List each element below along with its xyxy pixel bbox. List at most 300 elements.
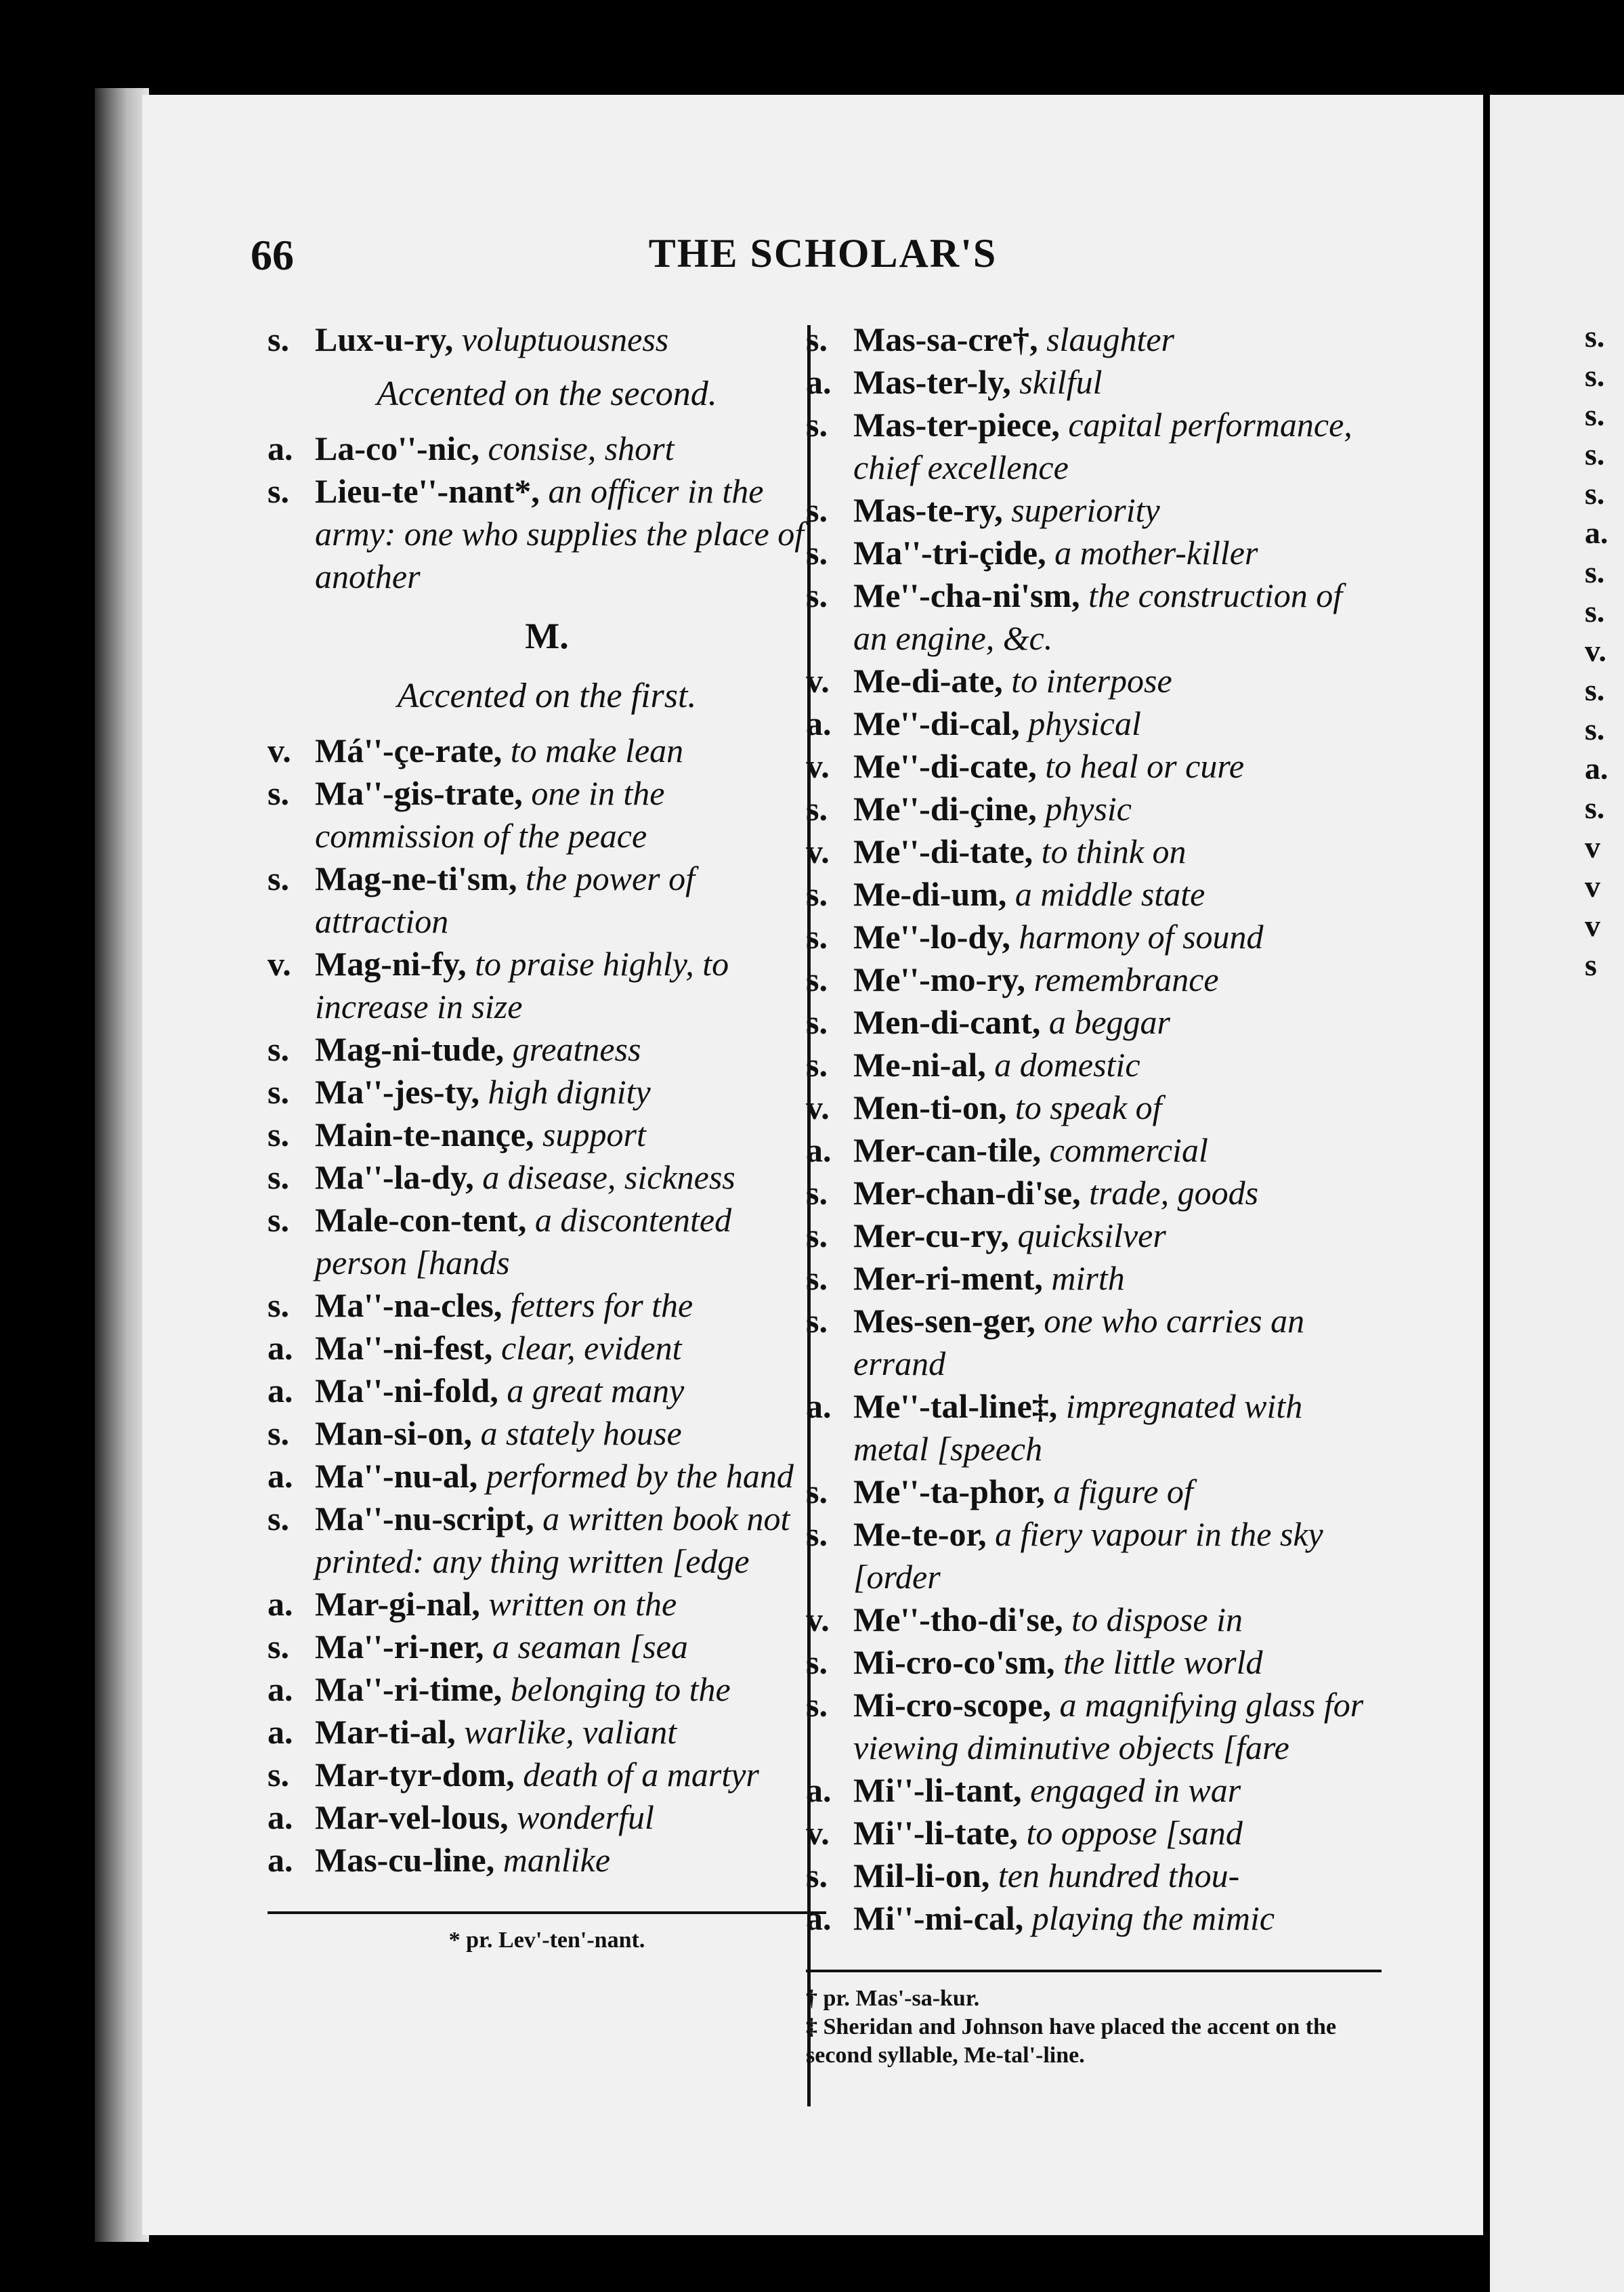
dictionary-entry <box>806 830 1382 873</box>
definition: manlike <box>503 1841 611 1879</box>
definition: trade, goods <box>1089 1174 1259 1212</box>
entry-body <box>853 1769 1382 1812</box>
entry-body <box>315 427 826 470</box>
dictionary-entry <box>806 361 1382 404</box>
head-word: Main-te-nançe, <box>315 1116 534 1153</box>
head-word: Me''-di-tate, <box>853 832 1033 870</box>
part-of-speech: s. <box>806 960 828 998</box>
dictionary-entry <box>268 1711 826 1754</box>
part-of-speech: s. <box>806 875 828 913</box>
dictionary-entry <box>806 532 1382 574</box>
head-word: Mer-chan-di'se, <box>853 1174 1081 1212</box>
dictionary-entry <box>268 1796 826 1839</box>
dictionary-entry <box>268 1455 826 1498</box>
definition: quicksilver <box>1017 1216 1166 1254</box>
head-word: Me''-tal-line‡, <box>853 1387 1058 1425</box>
entry-body <box>315 1754 826 1796</box>
part-of-speech: v. <box>268 945 291 983</box>
footnote-left: * pr. Lev'-ten'-nant. <box>448 1928 645 1953</box>
dictionary-entry <box>268 1284 826 1327</box>
definition: mirth <box>1051 1259 1125 1297</box>
part-of-speech: a. <box>806 1899 832 1937</box>
running-head: THE SCHOLAR'S <box>648 231 998 276</box>
definition: superiority <box>1011 491 1160 529</box>
definition: ten hundred thou- <box>998 1856 1240 1894</box>
entry-body <box>853 916 1382 958</box>
definition: support <box>542 1116 646 1153</box>
part-of-speech: a. <box>268 429 293 467</box>
entry-body <box>853 1598 1382 1641</box>
entry-body <box>315 1284 826 1327</box>
part-of-speech: a. <box>268 1670 293 1708</box>
dictionary-entry <box>268 427 826 470</box>
dictionary-entry <box>806 1897 1382 1940</box>
entry-body <box>315 943 826 1028</box>
head-word: Ma''-na-cles, <box>315 1286 503 1324</box>
head-word: Mes-sen-ger, <box>853 1302 1035 1340</box>
entry-body <box>315 1711 826 1754</box>
dictionary-entry <box>806 318 1382 361</box>
definition: belonging to the <box>510 1670 731 1708</box>
definition: to oppose [sand <box>1026 1814 1243 1852</box>
definition: harmony of sound <box>1019 918 1264 956</box>
margin-letter: v <box>1585 830 1600 864</box>
definition: a written book not printed: any thing written [edge <box>315 1500 790 1580</box>
dictionary-entry <box>806 1641 1382 1684</box>
dictionary-entry <box>268 1071 826 1113</box>
dictionary-entry <box>268 772 826 857</box>
dictionary-entry <box>806 1769 1382 1812</box>
part-of-speech: s. <box>806 576 828 614</box>
head-word: Male-con-tent, <box>315 1201 527 1239</box>
dictionary-entry <box>806 660 1382 702</box>
part-of-speech: a. <box>806 363 832 401</box>
dictionary-entry <box>806 1385 1382 1470</box>
part-of-speech: s. <box>806 1302 828 1340</box>
definition: to think on <box>1041 832 1187 870</box>
head-word: Mil-li-on, <box>853 1856 990 1894</box>
margin-letter: s. <box>1585 398 1605 432</box>
head-word: Ma''-ni-fold, <box>315 1372 498 1409</box>
page-number: 66 <box>251 231 294 279</box>
entry-body <box>853 1214 1382 1257</box>
definition: playing the mimic <box>1031 1899 1275 1937</box>
part-of-speech: s. <box>806 1174 828 1212</box>
definition: a fiery vapour in the sky [order <box>853 1515 1323 1596</box>
entry-body <box>315 1071 826 1113</box>
dictionary-entry <box>268 1113 826 1156</box>
dictionary-entry <box>806 1129 1382 1172</box>
part-of-speech: s. <box>268 1201 289 1239</box>
part-of-speech: s. <box>806 1046 828 1084</box>
dictionary-entry <box>806 489 1382 532</box>
head-word: Me''-mo-ry, <box>853 960 1026 998</box>
definition: one who carries an errand <box>853 1302 1305 1382</box>
head-word: Me''-di-cal, <box>853 704 1020 742</box>
part-of-speech: s. <box>806 1686 828 1724</box>
left-column <box>268 318 826 1955</box>
definition: one in the commission of the peace <box>315 774 665 855</box>
page-edge <box>95 88 149 2242</box>
margin-letter: v <box>1585 908 1600 943</box>
dictionary-entry <box>268 1412 826 1455</box>
dictionary-entry <box>268 1028 826 1071</box>
definition: fetters for the <box>510 1286 693 1324</box>
entry-body <box>315 1839 826 1882</box>
definition: performed by the hand <box>486 1457 794 1495</box>
entry-body <box>853 830 1382 873</box>
head-word: Me''-di-çine, <box>853 790 1037 828</box>
part-of-speech: s. <box>806 1856 828 1894</box>
entry-body <box>315 1498 826 1583</box>
entry-body <box>853 1257 1382 1300</box>
dictionary-entry <box>268 1156 826 1199</box>
entry-body <box>853 532 1382 574</box>
dictionary-entry <box>268 1839 826 1882</box>
entry-body <box>315 470 826 598</box>
entry-body <box>853 1300 1382 1385</box>
entry-body <box>315 1028 826 1071</box>
head-word: Me-te-or, <box>853 1515 987 1553</box>
margin-letter: s. <box>1585 319 1605 354</box>
part-of-speech: a. <box>268 1798 293 1836</box>
entry-body <box>315 1113 826 1156</box>
margin-letter: s. <box>1585 712 1605 746</box>
head-word: Má''-çe-rate, <box>315 731 503 769</box>
definition: the construction of an engine, &c. <box>853 576 1343 657</box>
head-word: Ma''-la-dy, <box>315 1158 474 1196</box>
entry-body <box>853 1172 1382 1214</box>
footnote-rule <box>268 1911 826 1914</box>
part-of-speech: a. <box>268 1372 293 1409</box>
definition: voluptuousness <box>461 320 669 358</box>
part-of-speech: s. <box>268 1756 289 1794</box>
head-word: Mi-cro-scope, <box>853 1686 1052 1724</box>
part-of-speech: s. <box>268 320 289 358</box>
entry-body <box>315 729 826 772</box>
definition: clear, evident <box>500 1329 682 1367</box>
margin-letter: v <box>1585 869 1600 904</box>
definition: engaged in war <box>1030 1771 1241 1809</box>
definition: consise, short <box>488 429 675 467</box>
head-word: Me''-di-cate, <box>853 747 1037 785</box>
right-column <box>806 318 1382 2070</box>
dictionary-entry <box>806 916 1382 958</box>
entry-body <box>853 1001 1382 1044</box>
head-word: Mag-ni-fy, <box>315 945 467 983</box>
part-of-speech: s. <box>268 1116 289 1153</box>
footnote-right-2: ‡ Sheridan and Johnson have placed the accent on the second syllable, Me-tal'-line. <box>806 2014 1337 2068</box>
head-word: Mas-te-ry, <box>853 491 1003 529</box>
dictionary-entry <box>806 1684 1382 1769</box>
definition: written on the <box>488 1585 677 1623</box>
subheading-accented-second: Accented on the second. <box>377 375 717 413</box>
left-top-entries <box>268 318 826 361</box>
dictionary-entry <box>806 1300 1382 1385</box>
head-word: Mi''-li-tant, <box>853 1771 1022 1809</box>
entry-body <box>853 1684 1382 1769</box>
dictionary-entry <box>806 873 1382 916</box>
part-of-speech: s. <box>806 1003 828 1041</box>
entry-body <box>853 318 1382 361</box>
definition: to heal or cure <box>1045 747 1245 785</box>
part-of-speech: s. <box>268 1073 289 1111</box>
margin-letter: s <box>1585 948 1597 982</box>
definition: physical <box>1028 704 1141 742</box>
head-word: Ma''-ri-time, <box>315 1670 503 1708</box>
entry-body <box>853 1854 1382 1897</box>
entry-body <box>315 318 826 361</box>
head-word: Mi''-mi-cal, <box>853 1899 1024 1937</box>
dictionary-entry <box>806 1854 1382 1897</box>
part-of-speech: a. <box>268 1713 293 1751</box>
footnote-rule-right <box>806 1970 1382 1972</box>
head-word: Mar-vel-lous, <box>315 1798 509 1836</box>
part-of-speech: a. <box>806 704 832 742</box>
entry-body <box>315 857 826 943</box>
entry-body <box>315 1199 826 1284</box>
head-word: Mer-can-tile, <box>853 1131 1042 1169</box>
head-word: Mi-cro-co'sm, <box>853 1643 1055 1681</box>
entry-body <box>853 1470 1382 1513</box>
part-of-speech: v. <box>806 832 830 870</box>
entry-body <box>853 873 1382 916</box>
part-of-speech: s. <box>806 1259 828 1297</box>
dictionary-entry <box>268 1199 826 1284</box>
dictionary-entry <box>268 1668 826 1711</box>
entry-body <box>853 1897 1382 1940</box>
head-word: Ma''-gis-trate, <box>315 774 523 812</box>
dictionary-entry <box>806 1470 1382 1513</box>
dictionary-entry <box>268 1498 826 1583</box>
definition: a seaman [sea <box>492 1628 688 1665</box>
head-word: Me-ni-al, <box>853 1046 986 1084</box>
entry-body <box>853 489 1382 532</box>
definition: greatness <box>512 1030 641 1068</box>
part-of-speech: s. <box>806 491 828 529</box>
entry-body <box>853 1044 1382 1086</box>
margin-letter: s. <box>1585 358 1605 393</box>
head-word: Mer-ri-ment, <box>853 1259 1043 1297</box>
head-word: Me''-ta-phor, <box>853 1472 1045 1510</box>
definition: to speak of <box>1014 1088 1162 1126</box>
part-of-speech: s. <box>268 774 289 812</box>
dictionary-entry <box>268 1327 826 1370</box>
margin-letter: s. <box>1585 476 1605 511</box>
head-word: Mas-ter-piece, <box>853 406 1060 444</box>
definition: to make lean <box>510 731 684 769</box>
dictionary-entry <box>268 1370 826 1412</box>
right-entries <box>806 318 1382 1940</box>
head-word: Lux-u-ry, <box>315 320 454 358</box>
dictionary-entry <box>806 574 1382 660</box>
part-of-speech: s. <box>806 406 828 444</box>
part-of-speech: a. <box>268 1457 293 1495</box>
dictionary-entry <box>268 470 826 598</box>
dictionary-entry <box>806 1257 1382 1300</box>
head-word: Mag-ne-ti'sm, <box>315 860 517 897</box>
part-of-speech: s. <box>268 472 289 510</box>
head-word: Me''-cha-ni'sm, <box>853 576 1080 614</box>
entry-body <box>315 772 826 857</box>
next-page-edge <box>1483 88 1624 2292</box>
footnote-right-1: † pr. Mas'-sa-kur. <box>806 1986 980 2011</box>
entry-body <box>853 660 1382 702</box>
definition: to praise highly, to increase in size <box>315 945 729 1025</box>
definition: a magnifying glass for viewing diminutive objects [fare <box>853 1686 1364 1766</box>
definition: high dignity <box>488 1073 651 1111</box>
part-of-speech: v. <box>806 1814 830 1852</box>
definition: slaughter <box>1046 320 1174 358</box>
entry-body <box>315 1327 826 1370</box>
head-word: Men-ti-on, <box>853 1088 1007 1126</box>
page-header <box>251 230 1395 284</box>
head-word: La-co''-nic, <box>315 429 480 467</box>
part-of-speech: s. <box>268 1158 289 1196</box>
definition: wonderful <box>517 1798 654 1836</box>
definition: an officer in the army: one who supplies the place of another <box>315 472 805 595</box>
part-of-speech: v. <box>268 731 291 769</box>
entry-body <box>853 1513 1382 1598</box>
part-of-speech: v. <box>806 747 830 785</box>
head-word: Ma''-nu-script, <box>315 1500 534 1537</box>
entry-body <box>853 574 1382 660</box>
entry-body <box>315 1626 826 1668</box>
definition: a great many <box>507 1372 685 1409</box>
entry-body <box>853 361 1382 404</box>
dictionary-entry <box>806 1812 1382 1854</box>
part-of-speech: s. <box>806 1643 828 1681</box>
part-of-speech: a. <box>268 1841 293 1879</box>
dictionary-entry <box>268 943 826 1028</box>
entry-body <box>853 1641 1382 1684</box>
entry-body <box>315 1370 826 1412</box>
dictionary-entry <box>268 857 826 943</box>
head-word: Mag-ni-tude, <box>315 1030 505 1068</box>
head-word: Ma''-nu-al, <box>315 1457 478 1495</box>
definition: commercial <box>1049 1131 1208 1169</box>
head-word: Me-di-ate, <box>853 662 1003 700</box>
part-of-speech: a. <box>806 1131 832 1169</box>
dictionary-entry <box>806 1172 1382 1214</box>
entry-body <box>853 702 1382 745</box>
part-of-speech: s. <box>268 1414 289 1452</box>
part-of-speech: v. <box>806 1088 830 1126</box>
entry-body <box>853 1385 1382 1470</box>
head-word: Ma''-jes-ty, <box>315 1073 479 1111</box>
next-page-margin-letters <box>1585 318 1624 986</box>
definition: skilful <box>1019 363 1103 401</box>
head-word: Mi''-li-tate, <box>853 1814 1018 1852</box>
head-word: Man-si-on, <box>315 1414 472 1452</box>
part-of-speech: s. <box>806 320 828 358</box>
part-of-speech: s. <box>806 918 828 956</box>
letter-heading: M. <box>525 616 569 656</box>
head-word: Mar-ti-al, <box>315 1713 456 1751</box>
next-page-sheet <box>1490 95 1624 2292</box>
margin-letter: a. <box>1585 515 1608 550</box>
dictionary-entry <box>268 1626 826 1668</box>
margin-letter: s. <box>1585 790 1605 825</box>
part-of-speech: v. <box>806 662 830 700</box>
part-of-speech: s. <box>806 1515 828 1553</box>
subheading-accented-first: Accented on the first. <box>397 677 697 715</box>
part-of-speech: s. <box>268 1628 289 1665</box>
margin-letter: a. <box>1585 751 1608 786</box>
entry-body <box>853 788 1382 830</box>
dictionary-entry <box>268 1583 826 1626</box>
entry-body <box>853 745 1382 788</box>
definition: a domestic <box>994 1046 1140 1084</box>
part-of-speech: s. <box>806 790 828 828</box>
definition: a stately house <box>480 1414 682 1452</box>
entry-body <box>315 1156 826 1199</box>
definition: impregnated with metal [speech <box>853 1387 1303 1468</box>
margin-letter: s. <box>1585 555 1605 589</box>
definition: remembrance <box>1033 960 1219 998</box>
entry-body <box>315 1796 826 1839</box>
head-word: Mar-tyr-dom, <box>315 1756 515 1794</box>
dictionary-entry <box>806 702 1382 745</box>
entry-body <box>315 1455 826 1498</box>
definition: a middle state <box>1014 875 1205 913</box>
head-word: Ma''-ri-ner, <box>315 1628 484 1665</box>
head-word: Me''-lo-dy, <box>853 918 1010 956</box>
dictionary-entry <box>268 318 826 361</box>
dictionary-entry <box>268 729 826 772</box>
head-word: Mar-gi-nal, <box>315 1585 480 1623</box>
definition: to dispose in <box>1071 1600 1243 1638</box>
part-of-speech: a. <box>268 1329 293 1367</box>
part-of-speech: a. <box>806 1771 832 1809</box>
head-word: Ma''-tri-çide, <box>853 534 1046 572</box>
part-of-speech: a. <box>268 1585 293 1623</box>
part-of-speech: v. <box>806 1600 830 1638</box>
part-of-speech: s. <box>268 1030 289 1068</box>
entry-body <box>853 1129 1382 1172</box>
entry-body <box>853 1086 1382 1129</box>
definition: a beggar <box>1048 1003 1170 1041</box>
definition: to interpose <box>1011 662 1172 700</box>
definition: physic <box>1045 790 1132 828</box>
entry-body <box>315 1412 826 1455</box>
entry-body <box>853 958 1382 1001</box>
entry-body <box>315 1583 826 1626</box>
definition: the power of attraction <box>315 860 696 940</box>
head-word: Lieu-te''-nant*, <box>315 472 540 510</box>
margin-letter: s. <box>1585 594 1605 629</box>
head-word: Me-di-um, <box>853 875 1007 913</box>
dictionary-entry <box>806 1214 1382 1257</box>
part-of-speech: s. <box>268 1500 289 1537</box>
dictionary-entry <box>806 958 1382 1001</box>
left-mid-entries <box>268 427 826 598</box>
part-of-speech: s. <box>268 1286 289 1324</box>
definition: capital performance, chief excellence <box>853 406 1352 486</box>
part-of-speech: s. <box>806 1216 828 1254</box>
definition: a disease, sickness <box>482 1158 735 1196</box>
margin-letter: v. <box>1585 633 1606 668</box>
margin-letter: s. <box>1585 673 1605 707</box>
definition: death of a martyr <box>523 1756 759 1794</box>
head-word: Men-di-cant, <box>853 1003 1041 1041</box>
definition: warlike, valiant <box>464 1713 677 1751</box>
head-word: Mas-cu-line, <box>315 1841 495 1879</box>
part-of-speech: s. <box>806 534 828 572</box>
entry-body <box>315 1668 826 1711</box>
dictionary-entry <box>806 1044 1382 1086</box>
left-entries <box>268 729 826 1882</box>
